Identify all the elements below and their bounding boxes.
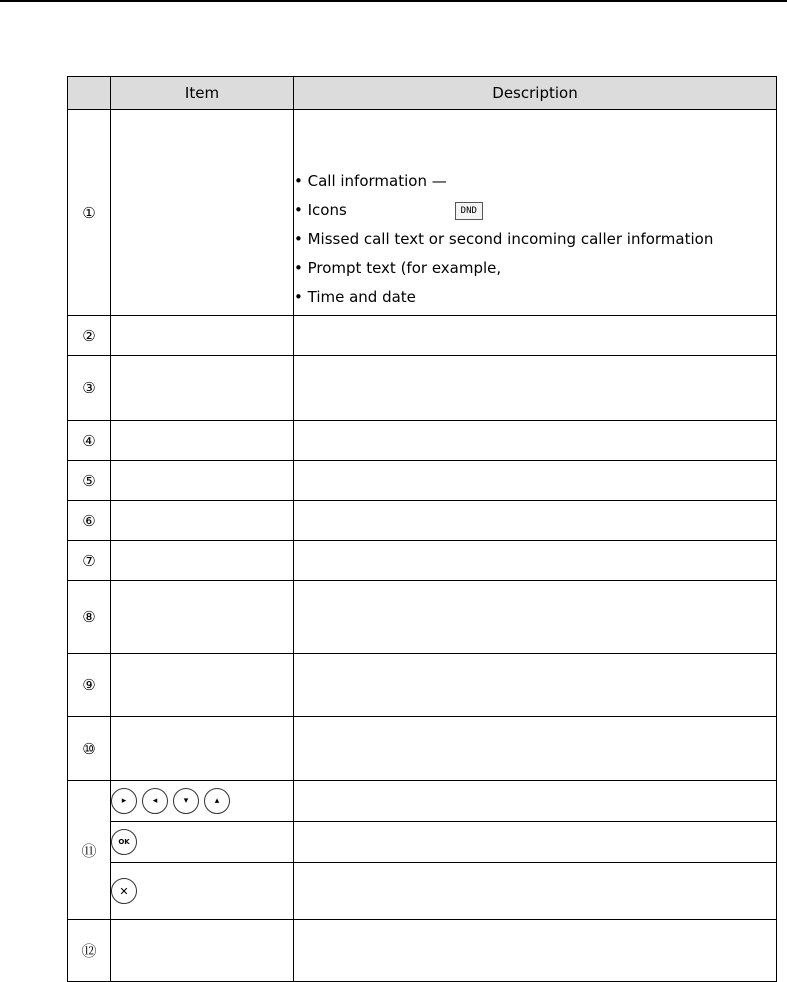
table-row	[68, 863, 777, 920]
left-arrow-key-icon: ◂	[142, 788, 168, 814]
table-row	[68, 501, 777, 541]
dnd-icon: DND	[455, 202, 483, 220]
row-number: ⑪	[68, 781, 111, 920]
bullet-call-info: • Call information —	[294, 172, 447, 190]
ok-key-icon: OK	[111, 829, 137, 855]
right-arrow-key-icon: ▸	[111, 788, 137, 814]
row-number: ⑫	[68, 920, 111, 982]
bullet-icons	[294, 196, 776, 225]
row-item	[111, 316, 294, 356]
up-arrow-key-icon: ▴	[204, 788, 230, 814]
row-description	[294, 581, 777, 654]
table-row	[68, 581, 777, 654]
bullet-list	[294, 167, 776, 312]
bullet-prompt-text: • Prompt text (for example,	[294, 259, 502, 277]
row-item-cancel-key	[111, 863, 294, 920]
row-number: ①	[68, 110, 111, 316]
header-num-cell	[68, 77, 111, 110]
row-description	[294, 356, 777, 421]
row-number: ⑦	[68, 541, 111, 581]
row-number: ③	[68, 356, 111, 421]
row-number: ⑩	[68, 717, 111, 781]
cancel-key-icon: ✕	[111, 878, 137, 904]
table-row	[68, 541, 777, 581]
table-row	[68, 654, 777, 717]
row-description	[294, 541, 777, 581]
row-item-ok-key	[111, 822, 294, 863]
table-row	[68, 356, 777, 421]
header-item: Item	[111, 77, 294, 110]
row-number: ⑧	[68, 581, 111, 654]
down-arrow-key-icon: ▾	[173, 788, 199, 814]
row-number: ④	[68, 421, 111, 461]
row-item	[111, 541, 294, 581]
table-header-row	[68, 77, 777, 110]
row-description	[294, 822, 777, 863]
row-description	[294, 421, 777, 461]
nav-keys-group	[111, 788, 293, 814]
row-description	[294, 920, 777, 982]
row-description	[294, 110, 777, 316]
bullet-time-date: • Time and date	[294, 288, 416, 306]
row-item	[111, 501, 294, 541]
row-description	[294, 501, 777, 541]
table-row	[68, 110, 777, 316]
row-description	[294, 863, 777, 920]
row-item-nav-keys	[111, 781, 294, 822]
row-number: ②	[68, 316, 111, 356]
bullet-icons-text: • Icons	[294, 201, 347, 219]
table-row	[68, 822, 777, 863]
table-row	[68, 920, 777, 982]
row-item	[111, 717, 294, 781]
table-row	[68, 717, 777, 781]
header-description: Description	[294, 77, 777, 110]
row-item	[111, 920, 294, 982]
row-description	[294, 717, 777, 781]
row-item	[111, 581, 294, 654]
spec-table	[67, 76, 777, 982]
row-description	[294, 316, 777, 356]
row-description	[294, 461, 777, 501]
table-row	[68, 461, 777, 501]
row-item	[111, 461, 294, 501]
table-row	[68, 421, 777, 461]
row-number: ⑥	[68, 501, 111, 541]
page-top-rule	[0, 0, 787, 2]
row-item	[111, 356, 294, 421]
table-row	[68, 781, 777, 822]
row-description	[294, 781, 777, 822]
row-number: ⑤	[68, 461, 111, 501]
row-item	[111, 110, 294, 316]
row-description	[294, 654, 777, 717]
bullet-missed-call: • Missed call text or second incoming caller information	[294, 230, 714, 248]
row-number: ⑨	[68, 654, 111, 717]
row-item	[111, 654, 294, 717]
table-row	[68, 316, 777, 356]
row-item	[111, 421, 294, 461]
